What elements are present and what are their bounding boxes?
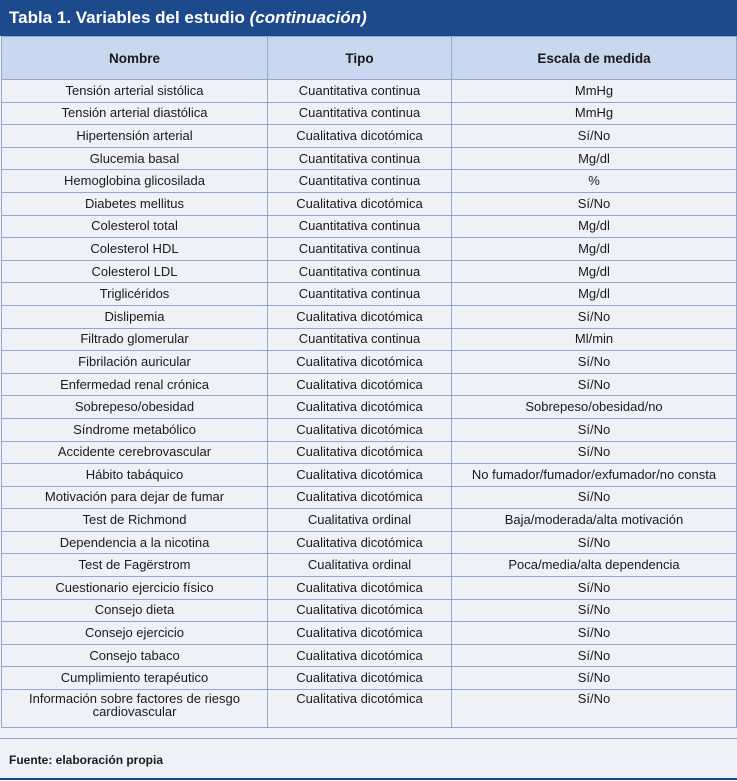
cell-nombre: Sobrepeso/obesidad xyxy=(2,396,268,419)
cell-nombre: Síndrome metabólico xyxy=(2,418,268,441)
cell-nombre: Motivación para dejar de fumar xyxy=(2,486,268,509)
cell-escala: No fumador/fumador/exfumador/no consta xyxy=(452,464,737,487)
table-row xyxy=(2,373,737,396)
cell-nombre: Colesterol total xyxy=(2,215,268,238)
cell-escala: Sí/No xyxy=(452,373,737,396)
cell-escala: Sí/No xyxy=(452,531,737,554)
cell-nombre: Enfermedad renal crónica xyxy=(2,373,268,396)
cell-nombre: Accidente cerebrovascular xyxy=(2,441,268,464)
table-footer xyxy=(0,738,737,780)
cell-escala: Mg/dl xyxy=(452,238,737,261)
variables-table xyxy=(1,36,737,728)
cell-tipo: Cuantitativa continua xyxy=(268,260,452,283)
table-row xyxy=(2,351,737,374)
cell-nombre: Consejo ejercicio xyxy=(2,622,268,645)
cell-nombre: Hemoglobina glicosilada xyxy=(2,170,268,193)
cell-tipo: Cuantitativa continua xyxy=(268,283,452,306)
cell-escala: Ml/min xyxy=(452,328,737,351)
cell-escala: Sí/No xyxy=(452,418,737,441)
cell-tipo: Cualitativa dicotómica xyxy=(268,396,452,419)
cell-escala: Sí/No xyxy=(452,351,737,374)
cell-tipo: Cualitativa dicotómica xyxy=(268,622,452,645)
cell-nombre: Consejo tabaco xyxy=(2,644,268,667)
cell-escala: Sobrepeso/obesidad/no xyxy=(452,396,737,419)
table-row xyxy=(2,260,737,283)
cell-tipo: Cualitativa dicotómica xyxy=(268,418,452,441)
table-row xyxy=(2,644,737,667)
cell-tipo: Cualitativa dicotómica xyxy=(268,192,452,215)
cell-nombre: Triglicéridos xyxy=(2,283,268,306)
cell-tipo: Cualitativa ordinal xyxy=(268,509,452,532)
table-row xyxy=(2,690,737,728)
cell-nombre: Dislipemia xyxy=(2,305,268,328)
cell-nombre: Colesterol HDL xyxy=(2,238,268,261)
cell-nombre: Test de Richmond xyxy=(2,509,268,532)
cell-escala: Mg/dl xyxy=(452,147,737,170)
cell-nombre: Fibrilación auricular xyxy=(2,351,268,374)
cell-nombre: Hipertensión arterial xyxy=(2,125,268,148)
cell-escala: Sí/No xyxy=(452,690,737,728)
cell-nombre: Filtrado glomerular xyxy=(2,328,268,351)
table-row xyxy=(2,192,737,215)
cell-tipo: Cualitativa dicotómica xyxy=(268,531,452,554)
table-row xyxy=(2,599,737,622)
cell-tipo: Cualitativa dicotómica xyxy=(268,486,452,509)
cell-escala: MmHg xyxy=(452,102,737,125)
cell-tipo: Cualitativa ordinal xyxy=(268,554,452,577)
table-row xyxy=(2,622,737,645)
table-row xyxy=(2,283,737,306)
table-row xyxy=(2,125,737,148)
cell-tipo: Cualitativa dicotómica xyxy=(268,305,452,328)
table-row xyxy=(2,486,737,509)
table-row xyxy=(2,464,737,487)
cell-escala: Sí/No xyxy=(452,441,737,464)
cell-tipo: Cualitativa dicotómica xyxy=(268,125,452,148)
cell-escala: Mg/dl xyxy=(452,283,737,306)
table-row xyxy=(2,305,737,328)
table-row xyxy=(2,554,737,577)
cell-tipo: Cuantitativa continua xyxy=(268,170,452,193)
cell-tipo: Cualitativa dicotómica xyxy=(268,644,452,667)
cell-escala: Mg/dl xyxy=(452,215,737,238)
cell-nombre: Tensión arterial sistólica xyxy=(2,80,268,103)
table-row xyxy=(2,170,737,193)
table-row xyxy=(2,418,737,441)
cell-nombre: Tensión arterial diastólica xyxy=(2,102,268,125)
cell-escala: Sí/No xyxy=(452,599,737,622)
table-title-main: Tabla 1. Variables del estudio xyxy=(9,8,245,27)
cell-tipo: Cualitativa dicotómica xyxy=(268,577,452,600)
cell-nombre: Test de Fagërstrom xyxy=(2,554,268,577)
table-row xyxy=(2,102,737,125)
cell-tipo: Cualitativa dicotómica xyxy=(268,373,452,396)
cell-tipo: Cuantitativa continua xyxy=(268,328,452,351)
cell-escala: % xyxy=(452,170,737,193)
table-row xyxy=(2,441,737,464)
column-header-escala: Escala de medida xyxy=(452,37,737,80)
table-row xyxy=(2,667,737,690)
cell-escala: Mg/dl xyxy=(452,260,737,283)
source-note: Fuente: elaboración propia xyxy=(9,753,164,767)
column-header-nombre: Nombre xyxy=(2,37,268,80)
cell-tipo: Cualitativa dicotómica xyxy=(268,599,452,622)
table-row xyxy=(2,531,737,554)
table-row xyxy=(2,509,737,532)
cell-escala: MmHg xyxy=(452,80,737,103)
cell-nombre: Diabetes mellitus xyxy=(2,192,268,215)
cell-escala: Sí/No xyxy=(452,486,737,509)
column-header-tipo: Tipo xyxy=(268,37,452,80)
cell-tipo: Cuantitativa continua xyxy=(268,80,452,103)
cell-escala: Sí/No xyxy=(452,622,737,645)
cell-tipo: Cualitativa dicotómica xyxy=(268,441,452,464)
table-row xyxy=(2,238,737,261)
cell-tipo: Cualitativa dicotómica xyxy=(268,351,452,374)
cell-tipo: Cuantitativa continua xyxy=(268,102,452,125)
cell-nombre: Hábito tabáquico xyxy=(2,464,268,487)
cell-tipo: Cualitativa dicotómica xyxy=(268,464,452,487)
table-row xyxy=(2,80,737,103)
table-body xyxy=(2,80,737,728)
cell-escala: Sí/No xyxy=(452,192,737,215)
table-row xyxy=(2,577,737,600)
cell-escala: Sí/No xyxy=(452,667,737,690)
cell-escala: Sí/No xyxy=(452,577,737,600)
cell-nombre: Cuestionario ejercicio físico xyxy=(2,577,268,600)
cell-nombre: Dependencia a la nicotina xyxy=(2,531,268,554)
cell-nombre: Colesterol LDL xyxy=(2,260,268,283)
cell-escala: Poca/media/alta dependencia xyxy=(452,554,737,577)
cell-nombre: Glucemia basal xyxy=(2,147,268,170)
cell-nombre: Consejo dieta xyxy=(2,599,268,622)
table-row xyxy=(2,396,737,419)
table-title-suffix: (continuación) xyxy=(249,8,367,27)
table-row xyxy=(2,147,737,170)
cell-tipo: Cuantitativa continua xyxy=(268,215,452,238)
cell-escala: Sí/No xyxy=(452,305,737,328)
cell-nombre: Cumplimiento terapéutico xyxy=(2,667,268,690)
cell-tipo: Cuantitativa continua xyxy=(268,238,452,261)
cell-nombre: Información sobre factores de riesgo cardiovascular xyxy=(2,690,268,728)
cell-tipo: Cualitativa dicotómica xyxy=(268,667,452,690)
table-row xyxy=(2,328,737,351)
table-header-row xyxy=(2,37,737,80)
cell-escala: Sí/No xyxy=(452,125,737,148)
cell-tipo: Cuantitativa continua xyxy=(268,147,452,170)
cell-escala: Sí/No xyxy=(452,644,737,667)
cell-tipo: Cualitativa dicotómica xyxy=(268,690,452,728)
cell-escala: Baja/moderada/alta motivación xyxy=(452,509,737,532)
table-title xyxy=(0,0,737,36)
table-row xyxy=(2,215,737,238)
